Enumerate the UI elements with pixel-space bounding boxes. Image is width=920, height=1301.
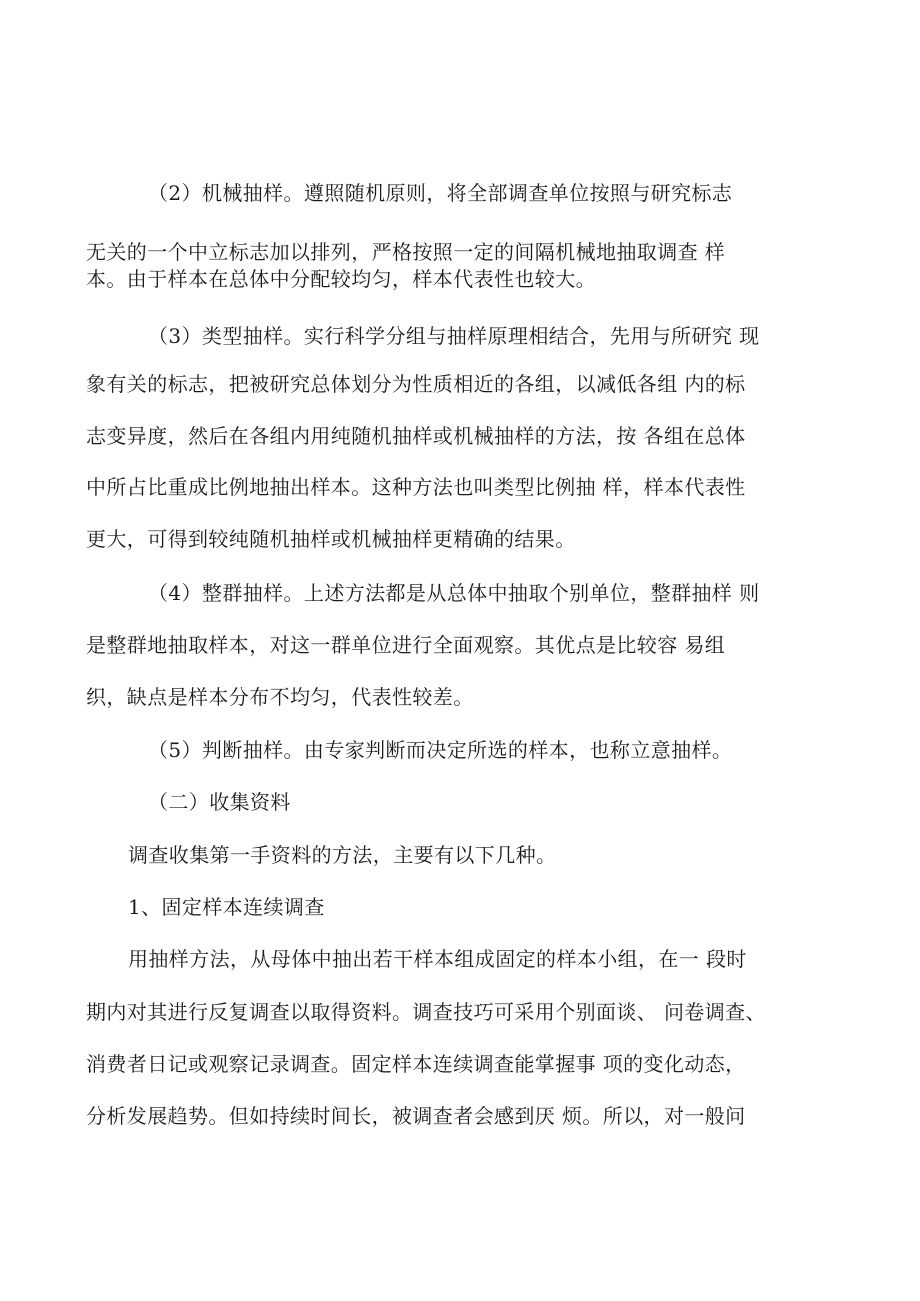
text-line: 织，缺点是样本分布不均匀，代表性较差。 xyxy=(86,685,474,709)
text-line: 消费者日记或观察记录调查。固定样本连续调查能掌握事 项的变化动态， xyxy=(86,1052,746,1076)
text-line: 期内对其进行反复调查以取得资料。调查技巧可采用个别面谈、 问卷调查、 xyxy=(86,1000,766,1024)
text-line: 用抽样方法，从母体中抽出若干样本组成固定的样本小组，在一 段时 xyxy=(128,947,747,971)
text-line: 象有关的标志，把被研究总体划分为性质相近的各组，以减低各组 内的标 xyxy=(86,372,746,396)
text-line: 无关的一个中立标志加以排列，严格按照一定的间隔机械地抽取调查 样 xyxy=(86,240,726,264)
text-line: 更大，可得到较纯随机抽样或机械抽样更精确的结果。 xyxy=(86,527,576,551)
text-line: 本。由于样本在总体中分配较均匀，样本代表性也较大。 xyxy=(86,267,596,291)
text-line: 中所占比重成比例地抽出样本。这种方法也叫类型比例抽 样，样本代表性 xyxy=(86,475,746,499)
text-line: 志变异度，然后在各组内用纯随机抽样或机械抽样的方法，按 各组在总体 xyxy=(86,424,746,448)
text-line: 是整群地抽取样本，对这一群单位进行全面观察。其优点是比较容 易组 xyxy=(86,633,726,657)
text-line: （3）类型抽样。实行科学分组与抽样原理相结合，先用与所研究 现 xyxy=(148,324,760,348)
text-line: 分析发展趋势。但如持续时间长，被调查者会感到厌 烦。所以，对一般问 xyxy=(86,1104,746,1128)
subsection-heading: 1、固定样本连续调查 xyxy=(128,895,325,919)
section-heading: （二）收集资料 xyxy=(148,790,291,814)
text-line: （4）整群抽样。上述方法都是从总体中抽取个别单位，整群抽样 则 xyxy=(148,581,760,605)
text-line: （5）判断抽样。由专家判断而决定所选的样本，也称立意抽样。 xyxy=(148,738,733,762)
text-line: （2）机械抽样。遵照随机原则，将全部调查单位按照与研究标志 xyxy=(148,181,733,205)
text-line: 调查收集第一手资料的方法，主要有以下几种。 xyxy=(128,843,557,867)
